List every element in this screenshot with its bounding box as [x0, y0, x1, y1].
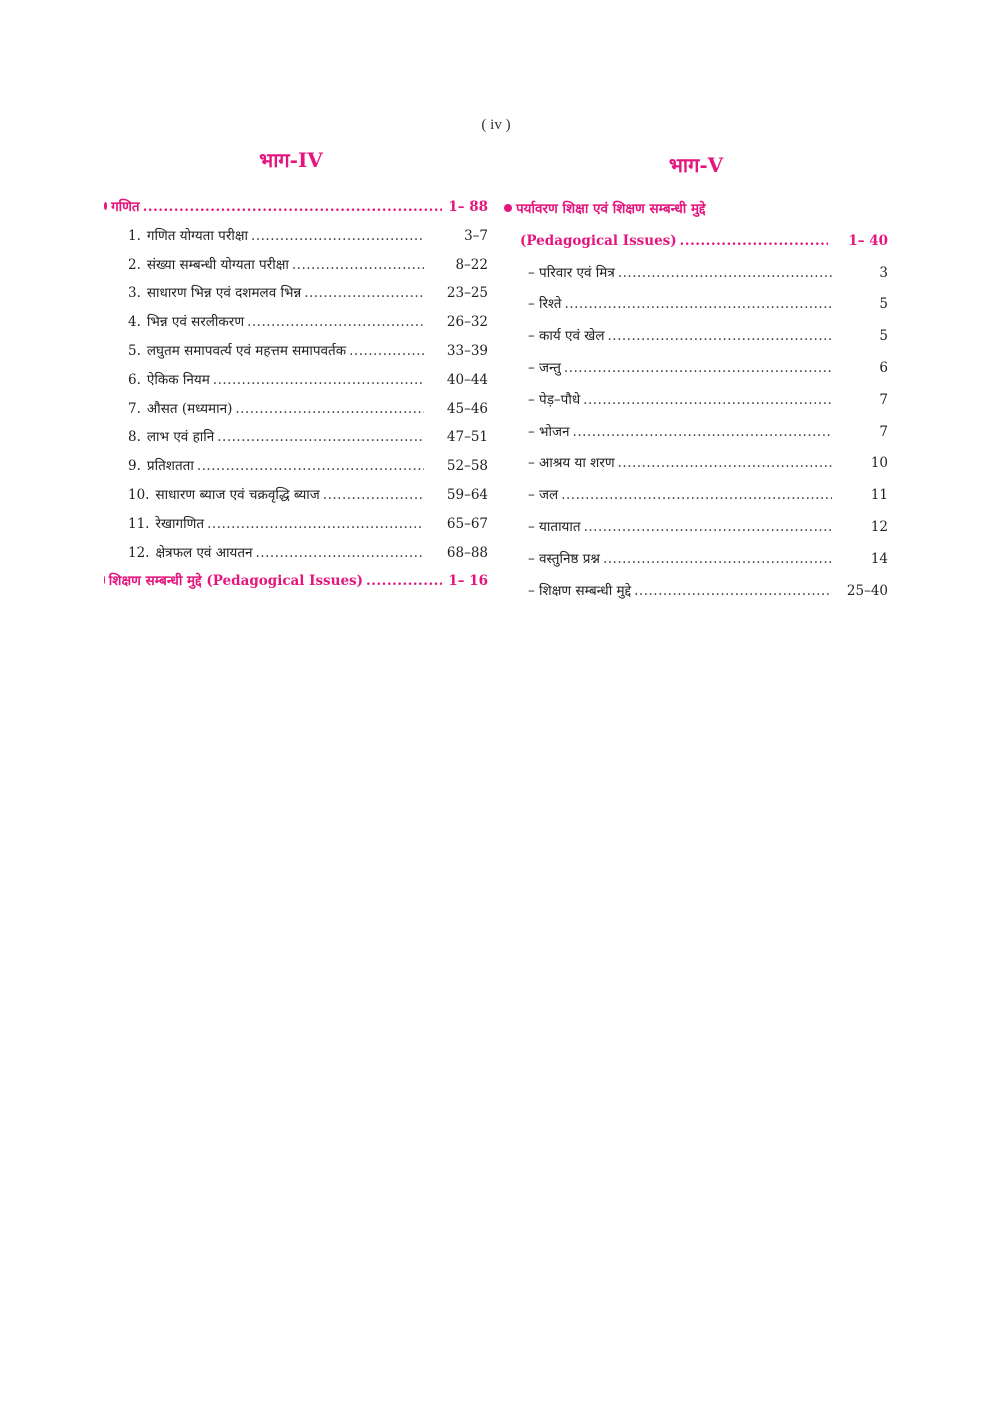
part-v-column	[504, 146, 888, 607]
toc-item-label: साधारण ब्याज एवं चक्रवृद्धि ब्याज	[155, 486, 320, 503]
toc-item-number: 1.	[128, 227, 141, 244]
toc-item-pages: 59–64	[446, 486, 488, 503]
leader-dots	[561, 480, 832, 512]
toc-item-label: – भोजन	[528, 423, 570, 440]
toc-item-pages: 3–7	[464, 227, 488, 244]
toc-item[interactable]	[104, 423, 488, 452]
leader-dots	[143, 193, 442, 222]
toc-item-pages: 23–25	[446, 285, 488, 302]
toc-item-pages: 68–88	[446, 544, 488, 561]
toc-item-pages: 47–51	[446, 429, 488, 446]
toc-item-label: ऐकिक नियम	[146, 371, 210, 388]
toc-item-label: प्रतिशतता	[146, 458, 194, 475]
leader-dots	[349, 337, 424, 366]
part-iv-title: भाग-IV	[259, 148, 323, 172]
toc-item[interactable]	[504, 385, 888, 417]
toc-item-pages: 25–40	[846, 582, 888, 599]
toc-list-part-iv	[104, 222, 488, 568]
toc-item-label: – आश्रय या शरण	[528, 455, 615, 472]
toc-item-pages: 65–67	[446, 515, 488, 532]
toc-item-pages: 14	[870, 550, 888, 567]
leader-dots	[634, 576, 832, 608]
toc-item[interactable]	[504, 512, 888, 544]
toc-item-number: 10.	[128, 486, 150, 503]
toc-heading-pedagogical-issues[interactable]	[104, 567, 488, 596]
toc-item[interactable]	[504, 289, 888, 321]
toc-item-pages: 11	[870, 487, 888, 504]
toc-item[interactable]	[504, 321, 888, 353]
toc-item-pages: 45–46	[446, 400, 488, 417]
leader-dots	[235, 395, 424, 424]
toc-item-label: – परिवार एवं मित्र	[528, 264, 615, 281]
toc-item-label: – जल	[528, 487, 559, 504]
toc-heading-label: (Pedagogical Issues)	[520, 232, 677, 249]
toc-heading-label: गणित	[111, 199, 140, 215]
toc-heading-environment[interactable]	[504, 194, 888, 226]
toc-item-label: – यातायात	[528, 518, 581, 535]
leader-dots	[213, 366, 424, 395]
toc-item-pages: 52–58	[446, 458, 488, 475]
toc-item[interactable]	[504, 544, 888, 576]
toc-item-pages: 7	[879, 391, 888, 408]
leader-dots	[618, 258, 832, 290]
toc-item[interactable]	[104, 366, 488, 395]
toc-heading-label: शिक्षण सम्बन्धी मुद्दे (Pedagogical Issues)	[108, 573, 364, 590]
toc-item-label: – कार्य एवं खेल	[528, 328, 605, 345]
toc-heading-pages: 1– 40	[848, 232, 888, 249]
toc-item-pages: 6	[879, 359, 888, 376]
toc-item-pages: 5	[879, 328, 888, 345]
toc-item-number: 3.	[128, 285, 141, 302]
leader-dots	[207, 510, 424, 539]
toc-item[interactable]	[504, 417, 888, 449]
toc-item-number: 6.	[128, 371, 141, 388]
toc-item[interactable]	[104, 308, 488, 337]
toc-item-pages: 7	[879, 423, 888, 440]
toc-item-label: – रिश्ते	[528, 296, 562, 313]
toc-item[interactable]	[104, 279, 488, 308]
toc-item-number: 12.	[128, 544, 150, 561]
part-v-title: भाग-V	[668, 153, 724, 177]
toc-item[interactable]	[504, 353, 888, 385]
toc-item-label: भिन्न एवं सरलीकरण	[146, 314, 245, 331]
leader-dots	[618, 448, 832, 480]
toc-heading-label: पर्यावरण शिक्षा एवं शिक्षण सम्बन्धी मुद्दे	[516, 201, 706, 217]
toc-item-label: लाभ एवं हानि	[146, 429, 215, 446]
toc-item-number: 8.	[128, 429, 141, 446]
toc-item[interactable]	[104, 222, 488, 251]
toc-item-pages: 33–39	[446, 342, 488, 359]
toc-heading-environment-cont[interactable]	[504, 226, 888, 258]
part-iv-column	[104, 146, 488, 596]
toc-item-number: 5.	[128, 342, 141, 359]
toc-item-label: साधारण भिन्न एवं दशमलव भिन्न	[146, 285, 302, 302]
leader-dots	[564, 353, 832, 385]
leader-dots	[603, 544, 832, 576]
toc-item-label: – पेड़–पौधे	[528, 391, 581, 408]
toc-heading-ganit[interactable]	[104, 193, 488, 222]
toc-item[interactable]	[104, 510, 488, 539]
toc-item-pages: 8–22	[455, 256, 488, 273]
leader-dots	[565, 289, 833, 321]
toc-item-label: संख्या सम्बन्धी योग्यता परीक्षा	[146, 256, 289, 273]
leader-dots	[251, 222, 424, 251]
toc-item-label: लघुतम समापवर्त्य एवं महत्तम समापवर्तक	[146, 342, 347, 359]
toc-item[interactable]	[504, 258, 888, 290]
toc-item-label: रेखागणित	[155, 515, 205, 532]
leader-dots	[608, 321, 833, 353]
toc-item-pages: 12	[870, 518, 888, 535]
page-number: ( iv )	[481, 117, 511, 133]
toc-item-label: औसत (मध्यमान)	[146, 400, 233, 417]
bullet-icon	[504, 204, 512, 212]
leader-dots	[197, 452, 424, 481]
toc-item[interactable]	[104, 395, 488, 424]
toc-item-pages: 40–44	[446, 371, 488, 388]
toc-item[interactable]	[104, 539, 488, 568]
toc-item[interactable]	[104, 337, 488, 366]
toc-item[interactable]	[104, 452, 488, 481]
toc-heading-pages: 1– 88	[448, 199, 488, 215]
toc-item-pages: 26–32	[446, 314, 488, 331]
leader-dots	[366, 567, 442, 596]
toc-item[interactable]	[504, 480, 888, 512]
toc-item-number: 2.	[128, 256, 141, 273]
toc-item-label: क्षेत्रफल एवं आयतन	[155, 544, 253, 561]
toc-item-label: – शिक्षण सम्बन्धी मुद्दे	[528, 582, 632, 599]
leader-dots	[583, 385, 832, 417]
toc-item-pages: 5	[879, 296, 888, 313]
leader-dots	[584, 512, 832, 544]
bullet-icon	[104, 576, 105, 584]
toc-item-number: 4.	[128, 314, 141, 331]
toc-item-number: 11.	[128, 515, 150, 532]
leader-dots	[292, 251, 424, 280]
leader-dots	[573, 417, 832, 449]
toc-list-part-v	[504, 258, 888, 608]
toc-item-label: गणित योग्यता परीक्षा	[146, 227, 249, 244]
leader-dots	[217, 423, 424, 452]
leader-dots	[323, 481, 424, 510]
toc-item-pages: 3	[879, 264, 888, 281]
toc-item-label: – वस्तुनिष्ठ प्रश्न	[528, 550, 600, 567]
toc-item[interactable]	[504, 576, 888, 608]
toc-item[interactable]	[104, 481, 488, 510]
leader-dots	[256, 539, 424, 568]
toc-item[interactable]	[104, 251, 488, 280]
toc-item-number: 7.	[128, 400, 141, 417]
leader-dots	[304, 279, 424, 308]
leader-dots	[680, 226, 828, 258]
toc-item-label: – जन्तु	[528, 359, 561, 376]
toc-heading-pages: 1– 16	[448, 573, 488, 590]
toc-item[interactable]	[504, 448, 888, 480]
toc-item-number: 9.	[128, 458, 141, 475]
leader-dots	[247, 308, 424, 337]
bullet-icon	[104, 202, 107, 210]
toc-item-pages: 10	[870, 455, 888, 472]
